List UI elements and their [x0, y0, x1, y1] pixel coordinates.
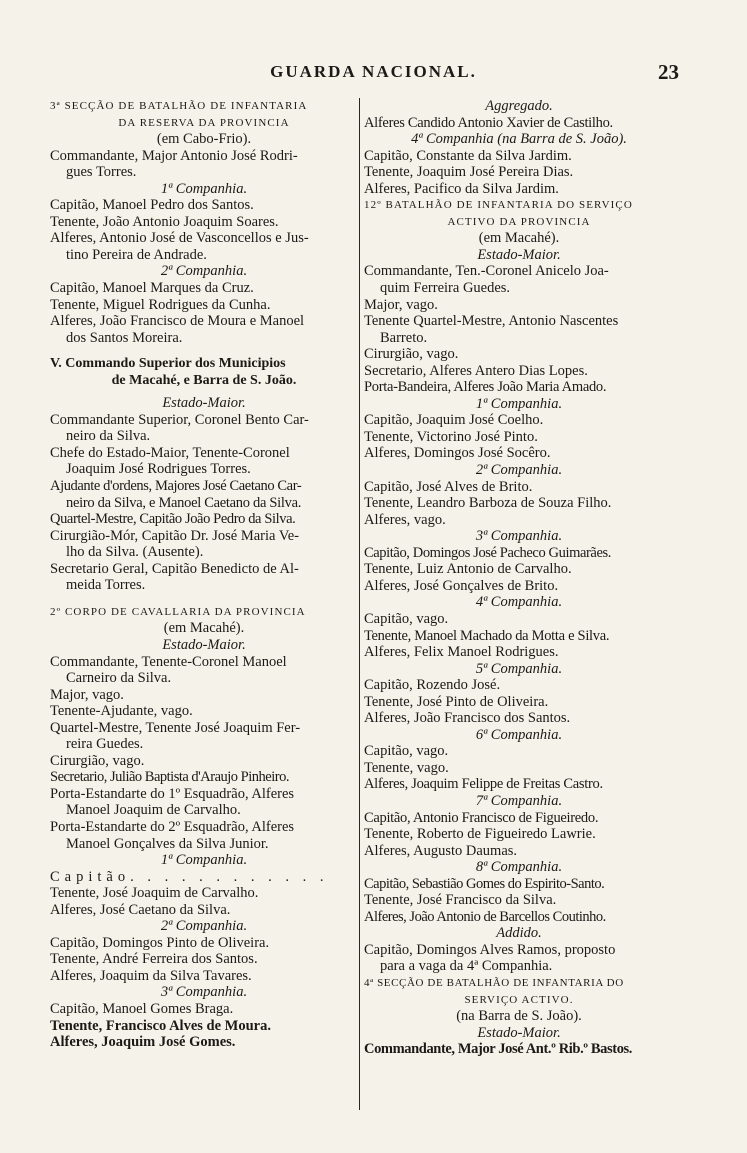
entry-line: Alferes, João Antonio de Barcellos Coutinho. [364, 908, 606, 925]
entry-line: Major, vago. [50, 686, 124, 703]
entry-line: Capitão, Domingos José Pacheco Guimarães. [364, 544, 611, 561]
entry-line: Alferes, Pacifico da Silva Jardim. [364, 180, 559, 197]
entry-line: Alferes, João Francisco dos Santos. [364, 710, 571, 727]
staff-heading: Estado-Maior. [477, 246, 561, 263]
company-heading: 1ª Companhia. [160, 852, 248, 869]
entry-line: Alferes, Joaquim Felippe de Freitas Castro. [364, 776, 603, 793]
column-divider [359, 98, 360, 1110]
location-line: (em Macahé). [478, 230, 560, 247]
entry-line: Alferes, Joaquim da Silva Tavares. [50, 967, 252, 984]
entry-line: meida Torres. [66, 577, 146, 594]
entry-line: Tenente, Miguel Rodrigues da Cunha. [50, 296, 271, 313]
entry-line: Tenente-Ajudante, vago. [50, 703, 193, 720]
entry-line: Capitão, vago. [364, 743, 449, 760]
entry-line: Commandante, Major Antonio José Rodri- [50, 147, 298, 164]
company-heading: 3ª Companhia. [160, 984, 248, 1001]
entry-line: Tenente, Joaquim José Pereira Dias. [364, 164, 574, 181]
entry-line: Capitão, Joaquim José Coelho. [364, 412, 544, 429]
company-heading: 2ª Companhia. [160, 918, 248, 935]
entry-line: Alferes, José Caetano da Silva. [50, 901, 231, 918]
company-heading: 2ª Companhia. [475, 462, 563, 479]
staff-heading: Estado-Maior. [162, 395, 246, 412]
company-heading: 3ª Companhia. [475, 528, 563, 545]
entry-line: Cirurgião, vago. [50, 752, 145, 769]
entry-line: Tenente, Manoel Machado da Motta e Silva. [364, 627, 610, 644]
running-title: GUARDA NACIONAL. [270, 62, 477, 81]
entry-line: Tenente, Leandro Barboza de Souza Filho. [364, 495, 612, 512]
entry-line: Tenente, Roberto de Figueiredo Lawrie. [364, 826, 596, 843]
section-heading: SERVIÇO ACTIVO. [464, 993, 574, 1006]
entry-line: Secretario Geral, Capitão Benedicto de Al- [50, 560, 299, 577]
entry-line: Alferes, vago. [364, 511, 446, 528]
entry-line: Capitão, Domingos Pinto de Oliveira. [50, 934, 270, 951]
entry-line: Manoel Joaquim de Carvalho. [66, 802, 241, 819]
location-line: (na Barra de S. João). [456, 1008, 582, 1025]
entry-line: Secretario, Julião Baptista d'Araujo Pinheiro. [50, 769, 289, 786]
entry-line: lho da Silva. (Ausente). [66, 544, 204, 561]
entry-line: Manoel Gonçalves da Silva Junior. [66, 835, 269, 852]
entry-line: Commandante, Major José Ant.º Rib.º Bastos. [364, 1041, 633, 1058]
entry-line: para a vaga da 4ª Companhia. [380, 958, 553, 975]
entry-line: Porta-Estandarte do 2º Esquadrão, Alferes [50, 818, 295, 835]
entry-line: Tenente, Luiz Antonio de Carvalho. [364, 561, 572, 578]
entry-line: Alferes Candido Antonio Xavier de Castilho. [364, 114, 613, 131]
section-heading: 12º BATALHÃO DE INFANTARIA DO SERVIÇO [364, 199, 633, 212]
entry-line: neiro da Silva, e Manoel Caetano da Silva. [66, 494, 302, 511]
entry-line: Capitão, Antonio Francisco de Figueiredo. [364, 809, 599, 826]
entry-line: Capitão. . . . . . . . . . . . [50, 868, 329, 885]
entry-line: Cirurgião, vago. [364, 346, 459, 363]
entry-line: Secretario, Alferes Antero Dias Lopes. [364, 362, 588, 379]
entry-line: Tenente, José Francisco da Silva. [364, 892, 557, 909]
entry-line: Capitão, Constante da Silva Jardim. [364, 147, 572, 164]
addido-heading: Addido. [496, 925, 542, 942]
location-line: (em Cabo-Frio). [156, 131, 252, 148]
entry-line: Porta-Estandarte do 1º Esquadrão, Alferes [50, 785, 295, 802]
entry-line: Capitão, Sebastião Gomes do Espirito-Santo. [364, 875, 605, 892]
company-heading: 8ª Companhia. [475, 859, 563, 876]
section-heading: 2º CORPO DE CAVALLARIA DA PROVINCIA [50, 605, 306, 618]
company-heading: 4ª Companhia. [475, 594, 563, 611]
entry-line: Commandante, Ten.-Coronel Anicelo Joa- [364, 263, 609, 280]
company-heading: 7ª Companhia. [475, 792, 563, 809]
entry-line: Capitão, Manoel Marques da Cruz. [50, 280, 254, 297]
entry-line: Carneiro da Silva. [66, 670, 172, 687]
staff-heading: Estado-Maior. [162, 636, 246, 653]
company-heading: 1ª Companhia. [475, 395, 563, 412]
section-heading: ACTIVO DA PROVINCIA [447, 215, 591, 228]
entry-line: Capitão, José Alves de Brito. [364, 478, 533, 495]
entry-line: Joaquim José Rodrigues Torres. [66, 461, 251, 478]
entry-line: Tenente, João Antonio Joaquim Soares. [50, 213, 279, 230]
entry-line: Tenente, Victorino José Pinto. [364, 428, 538, 445]
left-column [50, 98, 358, 1051]
entry-line: Ajudante d'ordens, Majores José Caetano Car- [50, 478, 302, 495]
page-header [0, 62, 747, 88]
entry-line: Capitão, Manoel Pedro dos Santos. [50, 197, 254, 214]
entry-line: Alferes, Augusto Daumas. [364, 842, 518, 859]
entry-line: Alferes, Felix Manoel Rodrigues. [364, 644, 559, 661]
entry-line: reira Guedes. [66, 736, 144, 753]
right-column [364, 98, 674, 1058]
entry-line: Tenente, Francisco Alves de Moura. [50, 1017, 271, 1034]
entry-line: Alferes, José Gonçalves de Brito. [364, 577, 559, 594]
entry-line: Alferes, João Francisco de Moura e Manoel [50, 313, 305, 330]
staff-heading: Estado-Maior. [477, 1024, 561, 1041]
entry-line: Tenente, vago. [364, 759, 449, 776]
section-heading: 4ª SECÇÃO DE BATALHÃO DE INFANTARIA DO [364, 976, 624, 989]
entry-line: neiro da Silva. [66, 428, 151, 445]
entry-line: Major, vago. [364, 296, 438, 313]
entry-line: Quartel-Mestre, Tenente José Joaquim Fer- [50, 719, 301, 736]
entry-line: Tenente Quartel-Mestre, Antonio Nascentes [364, 313, 619, 330]
entry-line: quim Ferreira Guedes. [380, 280, 511, 297]
entry-line: Alferes, Joaquim José Gomes. [50, 1034, 236, 1051]
entry-line: Capitão, Rozendo José. [364, 677, 501, 694]
aggregate-heading: Aggregado. [485, 98, 553, 114]
section-heading: DA RESERVA DA PROVINCIA [118, 116, 290, 129]
entry-line: Capitão, vago. [364, 610, 449, 627]
entry-line: Tenente, José Joaquim de Carvalho. [50, 885, 259, 902]
entry-line: Porta-Bandeira, Alferes João Maria Amado. [364, 379, 607, 396]
entry-line: Commandante, Tenente-Coronel Manoel [50, 653, 287, 670]
entry-line: Tenente, José Pinto de Oliveira. [364, 693, 549, 710]
company-heading: 1ª Companhia. [160, 180, 248, 197]
entry-line: gues Torres. [66, 164, 137, 181]
command-heading: V. Commando Superior dos Municipios [50, 356, 286, 372]
entry-line: Tenente, André Ferreira dos Santos. [50, 951, 258, 968]
entry-line: Alferes, Domingos José Socêro. [364, 445, 551, 462]
entry-line: Capitão, Domingos Alves Ramos, proposto [364, 941, 616, 958]
entry-line: Alferes, Antonio José de Vasconcellos e Jus- [50, 230, 309, 247]
entry-line: Barreto. [380, 329, 428, 346]
section-heading: 3ª SECÇÃO DE BATALHÃO DE INFANTARIA [50, 100, 308, 112]
company-heading: 6ª Companhia. [475, 726, 563, 743]
entry-line: Quartel-Mestre, Capitão João Pedro da Silva. [50, 511, 296, 528]
entry-line: Commandante Superior, Coronel Bento Car- [50, 411, 309, 428]
entry-line: Chefe do Estado-Maior, Tenente-Coronel [50, 444, 290, 461]
entry-line: Capitão, Manoel Gomes Braga. [50, 1000, 234, 1017]
entry-line: tino Pereira de Andrade. [66, 246, 207, 263]
company-heading: 4ª Companhia (na Barra de S. João). [411, 131, 627, 148]
company-heading: 5ª Companhia. [475, 660, 563, 677]
command-heading: de Macahé, e Barra de S. João. [111, 372, 297, 388]
location-line: (em Macahé). [163, 620, 245, 637]
entry-line: Cirurgião-Mór, Capitão Dr. José Maria Ve- [50, 527, 299, 544]
entry-line: dos Santos Moreira. [66, 329, 183, 346]
page-number: 23 [658, 60, 679, 84]
company-heading: 2ª Companhia. [160, 263, 248, 280]
